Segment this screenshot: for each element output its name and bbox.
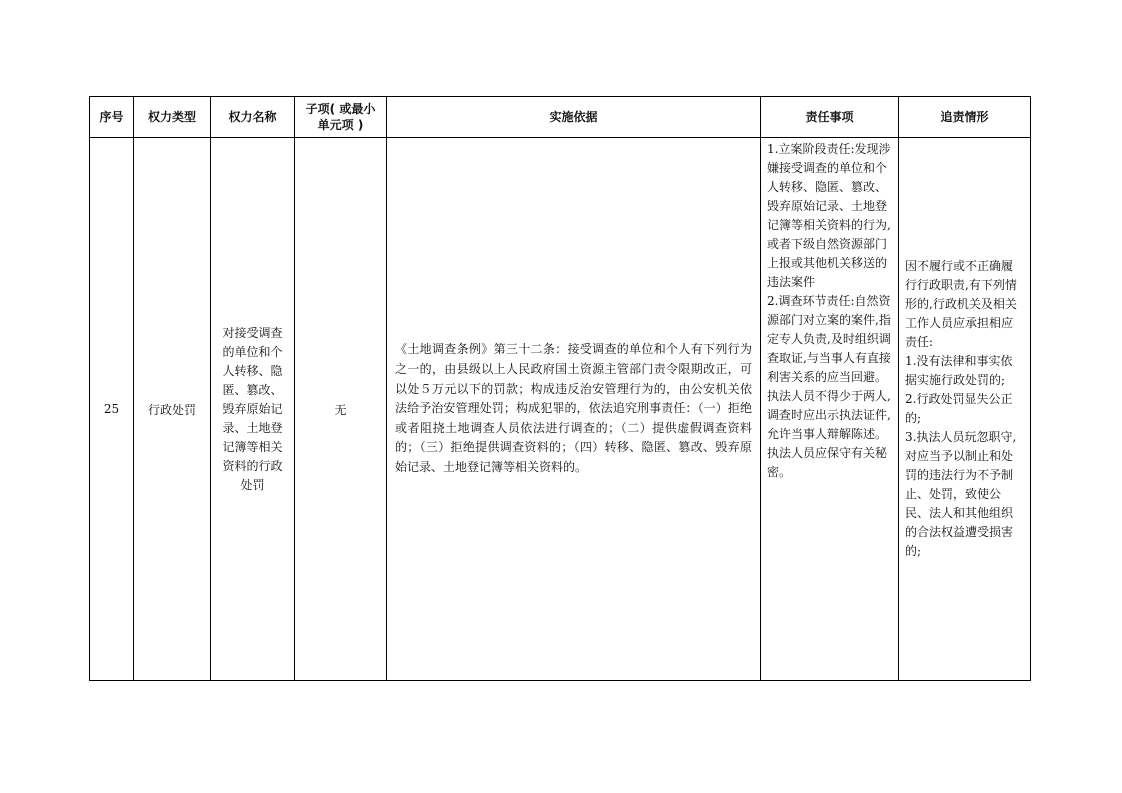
power-list-table: [89, 96, 1031, 681]
cell-responsibility: [761, 138, 899, 681]
header-accountability: 追责情形: [899, 97, 1031, 138]
header-power-type: 权力类型: [134, 97, 211, 138]
header-responsibility: 责任事项: [761, 97, 899, 138]
accountability-item-2: 2.行政处罚显失公正的;: [905, 392, 1013, 425]
header-row: [90, 97, 1031, 138]
accountability-intro: 因不履行或不正确履行行政职责,有下列情形的,行政机关及相关工作人员应承担相应责任:: [905, 259, 1017, 349]
responsibility-item-2: 2.调查环节责任:自然资源部门对立案的案件,指定专人负责,及时组织调查取证,与当事人有直接利害关系的应当回避。执法人员不得少于两人,调查时应出示执法证件,允许当事人辩解陈述。执法人员应保守有关秘密。: [767, 294, 891, 479]
cell-seq: 25: [90, 138, 134, 681]
cell-sub-item: 无: [295, 138, 387, 681]
header-sub-item-text: 子项( 或最小单元项 ): [305, 102, 376, 132]
header-sub-item: [295, 97, 387, 138]
cell-basis: 《土地调查条例》第三十二条：接受调查的单位和个人有下列行为之一的，由县级以上人民政府国土资源主管部门责令限期改正，可以处５万元以下的罚款；构成违反治安管理行为的，由公安机关依法给予治安管理处罚；构成犯罪的，依法追究刑事责任：（一）拒绝或者阻挠土地调查人员依法进行调查的；（二）提供虚假调查资料的；（三）拒绝提供调查资料的；（四）转移、隐匿、篡改、毁弃原始记录、土地登记簿等相关资料的。: [387, 138, 761, 681]
cell-accountability: [899, 138, 1031, 681]
header-seq: 序号: [90, 97, 134, 138]
cell-power-type: 行政处罚: [134, 138, 211, 681]
accountability-item-1: 1.没有法律和事实依据实施行政处罚的;: [905, 354, 1013, 387]
header-basis: 实施依据: [387, 97, 761, 138]
accountability-item-3: 3.执法人员玩忽职守,对应当予以制止和处罚的违法行为不予制止、处罚，致使公民、法人和其他组织的合法权益遭受损害的;: [905, 430, 1017, 558]
table-row: [90, 138, 1031, 681]
cell-power-name: 对接受调查的单位和个人转移、隐匿、篡改、毁弃原始记录、土地登记簿等相关资料的行政处罚: [211, 138, 295, 681]
responsibility-item-1: 1.立案阶段责任:发现涉嫌接受调查的单位和个人转移、隐匿、篡改、毁弃原始记录、土地登记簿等相关资料的行为,或者下级自然资源部门上报或其他机关移送的违法案件: [767, 142, 891, 289]
header-power-name: 权力名称: [211, 97, 295, 138]
